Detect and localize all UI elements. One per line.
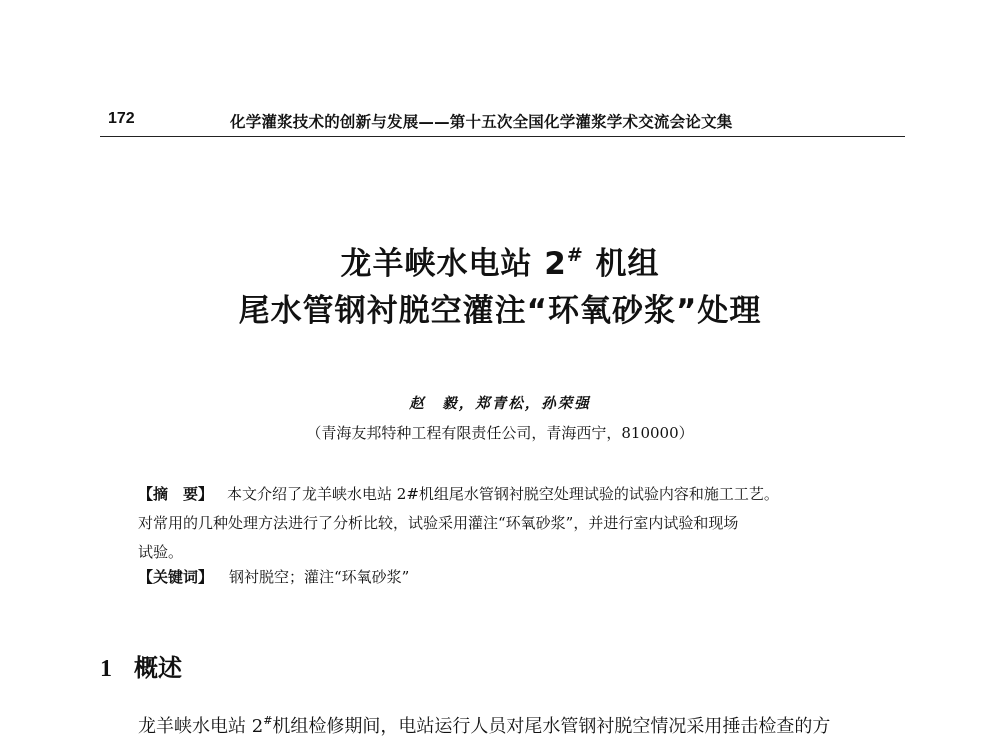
affiliation: （青海友邦特种工程有限责任公司，青海西宁，810000） (306, 424, 694, 442)
running-title: 化学灌浆技术的创新与发展——第十五次全国化学灌浆学术交流会论文集 (230, 113, 733, 131)
section-title: 概述 (134, 654, 182, 682)
paper-title-line1: 龙羊峡水电站 2# 机组 (340, 244, 660, 282)
running-header (100, 108, 905, 137)
page-number: 172 (108, 110, 135, 127)
section-number: 1 (100, 656, 112, 682)
section-heading (100, 648, 182, 683)
abstract (138, 480, 878, 567)
authors: 赵 毅，郑青松，孙荣强 (409, 395, 591, 412)
keywords-label: 【关键词】 (138, 568, 214, 586)
abstract-line3: 试验。 (138, 543, 184, 561)
keywords (138, 566, 409, 587)
abstract-label: 【摘 要】 (138, 485, 214, 503)
paper-title-line2: 尾水管钢衬脱空灌注“环氧砂浆”处理 (238, 293, 762, 329)
keywords-value: 钢衬脱空；灌注“环氧砂浆” (229, 568, 410, 586)
body-paragraph: 龙羊峡水电站 2#机组检修期间，电站运行人员对尾水管钢衬脱空情况采用捶击检查的方 (138, 714, 831, 737)
abstract-line1: 【摘 要】 本文介绍了龙羊峡水电站 2#机组尾水管钢衬脱空处理试验的试验内容和施工工艺。 (138, 485, 779, 503)
abstract-line2: 对常用的几种处理方法进行了分析比较，试验采用灌注“环氧砂浆”，并进行室内试验和现场 (138, 514, 739, 532)
